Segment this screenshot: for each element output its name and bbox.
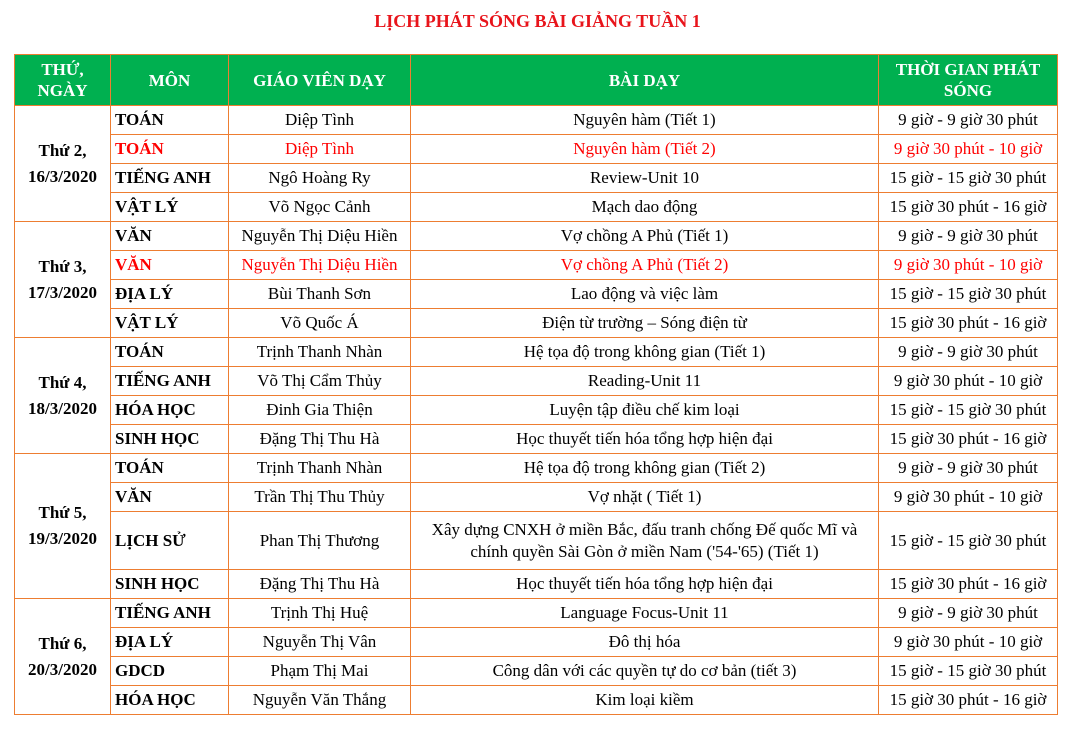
header-subject: MÔN bbox=[111, 55, 229, 106]
day-date: 19/3/2020 bbox=[28, 529, 97, 548]
header-teacher: GIÁO VIÊN DẠY bbox=[229, 55, 411, 106]
teacher-cell: Phan Thị Thương bbox=[229, 512, 411, 570]
time-cell: 15 giờ 30 phút - 16 giờ bbox=[879, 309, 1058, 338]
teacher-cell: Đặng Thị Thu Hà bbox=[229, 425, 411, 454]
subject-cell: TOÁN bbox=[111, 135, 229, 164]
subject-cell: TOÁN bbox=[111, 338, 229, 367]
day-date: 17/3/2020 bbox=[28, 282, 97, 302]
lesson-cell: Reading-Unit 11 bbox=[411, 367, 879, 396]
day-cell bbox=[15, 599, 111, 715]
subject-cell: SINH HỌC bbox=[111, 570, 229, 599]
time-cell: 15 giờ 30 phút - 16 giờ bbox=[879, 570, 1058, 599]
teacher-cell: Diệp Tình bbox=[229, 135, 411, 164]
table-row bbox=[15, 106, 1058, 135]
header-row bbox=[15, 55, 1058, 106]
subject-cell: ĐỊA LÝ bbox=[111, 628, 229, 657]
lesson-cell: Kim loại kiềm bbox=[411, 686, 879, 715]
table-row bbox=[15, 164, 1058, 193]
subject-cell: LỊCH SỬ bbox=[111, 512, 229, 570]
table-row bbox=[15, 309, 1058, 338]
table-row bbox=[15, 454, 1058, 483]
day-label: Thứ 5, bbox=[38, 503, 87, 522]
time-cell: 9 giờ 30 phút - 10 giờ bbox=[879, 251, 1058, 280]
lesson-cell: Hệ tọa độ trong không gian (Tiết 2) bbox=[411, 454, 879, 483]
teacher-cell: Đặng Thị Thu Hà bbox=[229, 570, 411, 599]
subject-cell: HÓA HỌC bbox=[111, 396, 229, 425]
day-label: Thứ 3, bbox=[38, 256, 87, 276]
time-cell: 15 giờ - 15 giờ 30 phút bbox=[879, 280, 1058, 309]
time-cell: 9 giờ 30 phút - 10 giờ bbox=[879, 367, 1058, 396]
time-cell: 9 giờ - 9 giờ 30 phút bbox=[879, 338, 1058, 367]
time-cell: 9 giờ 30 phút - 10 giờ bbox=[879, 628, 1058, 657]
time-cell: 15 giờ - 15 giờ 30 phút bbox=[879, 164, 1058, 193]
teacher-cell: Trịnh Thị Huệ bbox=[229, 599, 411, 628]
lesson-cell: Hệ tọa độ trong không gian (Tiết 1) bbox=[411, 338, 879, 367]
day-label: Thứ 6, bbox=[38, 633, 87, 653]
day-cell bbox=[15, 222, 111, 338]
subject-cell: TIẾNG ANH bbox=[111, 599, 229, 628]
time-cell: 9 giờ 30 phút - 10 giờ bbox=[879, 135, 1058, 164]
header-time: THỜI GIAN PHÁT SÓNG bbox=[879, 55, 1058, 106]
teacher-cell: Võ Thị Cẩm Thủy bbox=[229, 367, 411, 396]
time-cell: 9 giờ 30 phút - 10 giờ bbox=[879, 483, 1058, 512]
lesson-cell: Nguyên hàm (Tiết 1) bbox=[411, 106, 879, 135]
teacher-cell: Võ Ngọc Cảnh bbox=[229, 193, 411, 222]
subject-cell: ĐỊA LÝ bbox=[111, 280, 229, 309]
time-cell: 15 giờ 30 phút - 16 giờ bbox=[879, 425, 1058, 454]
time-cell: 15 giờ - 15 giờ 30 phút bbox=[879, 396, 1058, 425]
table-row bbox=[15, 396, 1058, 425]
lesson-cell: Vợ nhặt ( Tiết 1) bbox=[411, 483, 879, 512]
table-row bbox=[15, 222, 1058, 251]
subject-cell: HÓA HỌC bbox=[111, 686, 229, 715]
time-cell: 9 giờ - 9 giờ 30 phút bbox=[879, 106, 1058, 135]
day-date: 18/3/2020 bbox=[28, 398, 97, 418]
lesson-cell: Mạch dao động bbox=[411, 193, 879, 222]
table-row bbox=[15, 628, 1058, 657]
time-cell: 15 giờ 30 phút - 16 giờ bbox=[879, 193, 1058, 222]
lesson-cell: Review-Unit 10 bbox=[411, 164, 879, 193]
teacher-cell: Trần Thị Thu Thủy bbox=[229, 483, 411, 512]
time-cell: 9 giờ - 9 giờ 30 phút bbox=[879, 599, 1058, 628]
lesson-cell: Language Focus-Unit 11 bbox=[411, 599, 879, 628]
page-title: LỊCH PHÁT SÓNG BÀI GIẢNG TUẦN 1 bbox=[374, 11, 701, 31]
teacher-cell: Bùi Thanh Sơn bbox=[229, 280, 411, 309]
subject-cell: VĂN bbox=[111, 483, 229, 512]
subject-cell: TIẾNG ANH bbox=[111, 367, 229, 396]
teacher-cell: Phạm Thị Mai bbox=[229, 657, 411, 686]
lesson-cell: Vợ chồng A Phủ (Tiết 2) bbox=[411, 251, 879, 280]
table-row bbox=[15, 483, 1058, 512]
subject-cell: VĂN bbox=[111, 251, 229, 280]
day-cell bbox=[15, 338, 111, 454]
day-date: 20/3/2020 bbox=[28, 659, 97, 679]
header-day: THỨ, NGÀY bbox=[15, 55, 111, 106]
teacher-cell: Võ Quốc Á bbox=[229, 309, 411, 338]
day-date: 16/3/2020 bbox=[28, 166, 97, 186]
teacher-cell: Nguyễn Văn Thắng bbox=[229, 686, 411, 715]
subject-cell: VẬT LÝ bbox=[111, 309, 229, 338]
table-row bbox=[15, 338, 1058, 367]
teacher-cell: Trịnh Thanh Nhàn bbox=[229, 454, 411, 483]
table-row bbox=[15, 686, 1058, 715]
lesson-cell: Học thuyết tiến hóa tổng hợp hiện đại bbox=[411, 570, 879, 599]
lesson-cell: Học thuyết tiến hóa tổng hợp hiện đại bbox=[411, 425, 879, 454]
subject-cell: TOÁN bbox=[111, 106, 229, 135]
day-label: Thứ 2, bbox=[38, 140, 87, 160]
subject-cell: VĂN bbox=[111, 222, 229, 251]
table-row bbox=[15, 570, 1058, 599]
teacher-cell: Đinh Gia Thiện bbox=[229, 396, 411, 425]
teacher-cell: Ngô Hoàng Ry bbox=[229, 164, 411, 193]
table-row bbox=[15, 251, 1058, 280]
table-row bbox=[15, 135, 1058, 164]
table-row bbox=[15, 657, 1058, 686]
teacher-cell: Nguyễn Thị Vân bbox=[229, 628, 411, 657]
subject-cell: GDCD bbox=[111, 657, 229, 686]
header-lesson: BÀI DẠY bbox=[411, 55, 879, 106]
subject-cell: VẬT LÝ bbox=[111, 193, 229, 222]
schedule-table bbox=[14, 54, 1058, 715]
table-row bbox=[15, 425, 1058, 454]
subject-cell: SINH HỌC bbox=[111, 425, 229, 454]
lesson-cell: Xây dựng CNXH ở miền Bắc, đấu tranh chống Đế quốc Mĩ và chính quyền Sài Gòn ở miền Nam ('54-'65) (Tiết 1) bbox=[411, 512, 879, 570]
lesson-cell: Điện từ trường – Sóng điện từ bbox=[411, 309, 879, 338]
table-row bbox=[15, 280, 1058, 309]
lesson-cell: Luyện tập điều chế kim loại bbox=[411, 396, 879, 425]
time-cell: 9 giờ - 9 giờ 30 phút bbox=[879, 222, 1058, 251]
lesson-cell: Đô thị hóa bbox=[411, 628, 879, 657]
lesson-cell: Nguyên hàm (Tiết 2) bbox=[411, 135, 879, 164]
teacher-cell: Trịnh Thanh Nhàn bbox=[229, 338, 411, 367]
subject-cell: TIẾNG ANH bbox=[111, 164, 229, 193]
time-cell: 9 giờ - 9 giờ 30 phút bbox=[879, 454, 1058, 483]
teacher-cell: Nguyễn Thị Diệu Hiền bbox=[229, 222, 411, 251]
day-cell bbox=[15, 454, 111, 599]
lesson-cell: Công dân với các quyền tự do cơ bản (tiết 3) bbox=[411, 657, 879, 686]
time-cell: 15 giờ 30 phút - 16 giờ bbox=[879, 686, 1058, 715]
day-label: Thứ 4, bbox=[38, 372, 87, 392]
teacher-cell: Diệp Tình bbox=[229, 106, 411, 135]
time-cell: 15 giờ - 15 giờ 30 phút bbox=[879, 657, 1058, 686]
subject-cell: TOÁN bbox=[111, 454, 229, 483]
table-row bbox=[15, 599, 1058, 628]
table-row bbox=[15, 193, 1058, 222]
table-row bbox=[15, 512, 1058, 570]
teacher-cell: Nguyễn Thị Diệu Hiền bbox=[229, 251, 411, 280]
lesson-cell: Lao động và việc làm bbox=[411, 280, 879, 309]
day-cell bbox=[15, 106, 111, 222]
table-row bbox=[15, 367, 1058, 396]
time-cell: 15 giờ - 15 giờ 30 phút bbox=[879, 512, 1058, 570]
lesson-cell: Vợ chồng A Phủ (Tiết 1) bbox=[411, 222, 879, 251]
